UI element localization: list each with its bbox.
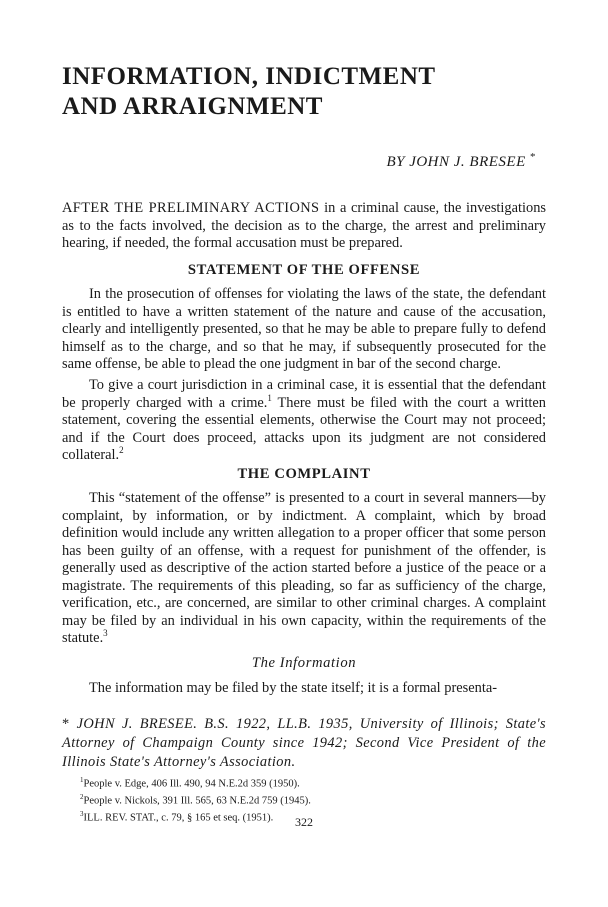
title-line-2: AND ARRAIGNMENT (62, 93, 323, 120)
footnote-text: People v. Edge, 406 Ill. 490, 94 N.E.2d 359 (1950). (83, 778, 300, 790)
footnote-text: People v. Nickols, 391 Ill. 565, 63 N.E.2d 759 (1945). (83, 795, 311, 807)
lead-text: in a criminal cause, the investigations as to the facts involved, the decision as to the charge, the arrest and preliminary hearing, if needed, the formal accusation must be prepared. (62, 200, 546, 251)
footnote-text: ILL. REV. STAT., c. 79, § 165 et seq. (1951). (83, 812, 274, 824)
lead-paragraph (62, 200, 546, 253)
footnote-ref-3[interactable]: 3 (103, 628, 108, 639)
byline-text: BY JOHN J. BRESEE (386, 154, 526, 170)
footnote-item (80, 774, 311, 791)
footnote-ref-1[interactable]: 1 (267, 392, 272, 403)
footnote-number: 1 (80, 776, 84, 784)
complaint-text: This “statement of the offense” is presented to a court in several manners—by complaint, by information, or by indictment. A complaint, which by broad definition would include any written allegation to a proper officer that some person has been guilty of an offense, with a request for punishment of the offender, is generally used as descriptive of the action started before a justice of the peace or a magistrate. The requirements of this pleading, so far as sufficiency of the charge, verification, etc., are concerned, are similar to other criminal charges. A complaint may be filed by an individual in his own capacity, within the requirements of the statute. (62, 490, 546, 646)
author-footnote-text: JOHN J. BRESEE. B.S. 1922, LL.B. 1935, University of Illinois; State's Attorney of Champaign County since 1942; Second Vice President of the Illinois State's Attorney's Association. (62, 716, 546, 770)
title-line-1: INFORMATION, INDICTMENT (62, 63, 436, 90)
offense-p2-text-b: There must be filed with the court a written statement, covering the essential elements, otherwise the Court may not proceed; and if the Court does proceed, attacks upon its judgment are not considered collateral. (62, 394, 546, 463)
lead-smallcaps: AFTER THE PRELIMINARY ACTIONS (62, 200, 320, 216)
byline-asterisk: * (530, 151, 536, 163)
heading-the-information: The Information (251, 655, 357, 671)
complaint-paragraph (62, 490, 546, 648)
heading-statement-of-offense: STATEMENT OF THE OFFENSE (187, 262, 421, 278)
offense-paragraph-1: In the prosecution of offenses for violating the laws of the state, the defendant is entitled to have a written statement of the nature and cause of the accusation, clearly and intelligently presented, so that he may be able to prepare fully to defend himself as to the charge, and so that he may, if subsequently prosecuted for the same offense, be able to plead the one judgment in bar of the second charge. (62, 286, 546, 372)
author-footnote-marker: * (62, 716, 70, 732)
byline (386, 151, 536, 171)
page-number: 322 (295, 815, 313, 829)
footnote-item (80, 791, 311, 808)
heading-the-complaint: THE COMPLAINT (237, 466, 371, 482)
author-footnote (62, 715, 546, 772)
footnote-number: 3 (80, 810, 84, 818)
footnote-number: 2 (80, 793, 84, 801)
article-title (62, 62, 436, 122)
offense-paragraph-2 (62, 377, 546, 465)
information-paragraph: The information may be filed by the state itself; it is a formal presenta- (89, 680, 498, 696)
offense-p2-text-a: To give a court jurisdiction in a criminal case, it is essential that the defendant be properly charged with a crime. (62, 377, 546, 411)
footnote-ref-2[interactable]: 2 (119, 445, 124, 456)
